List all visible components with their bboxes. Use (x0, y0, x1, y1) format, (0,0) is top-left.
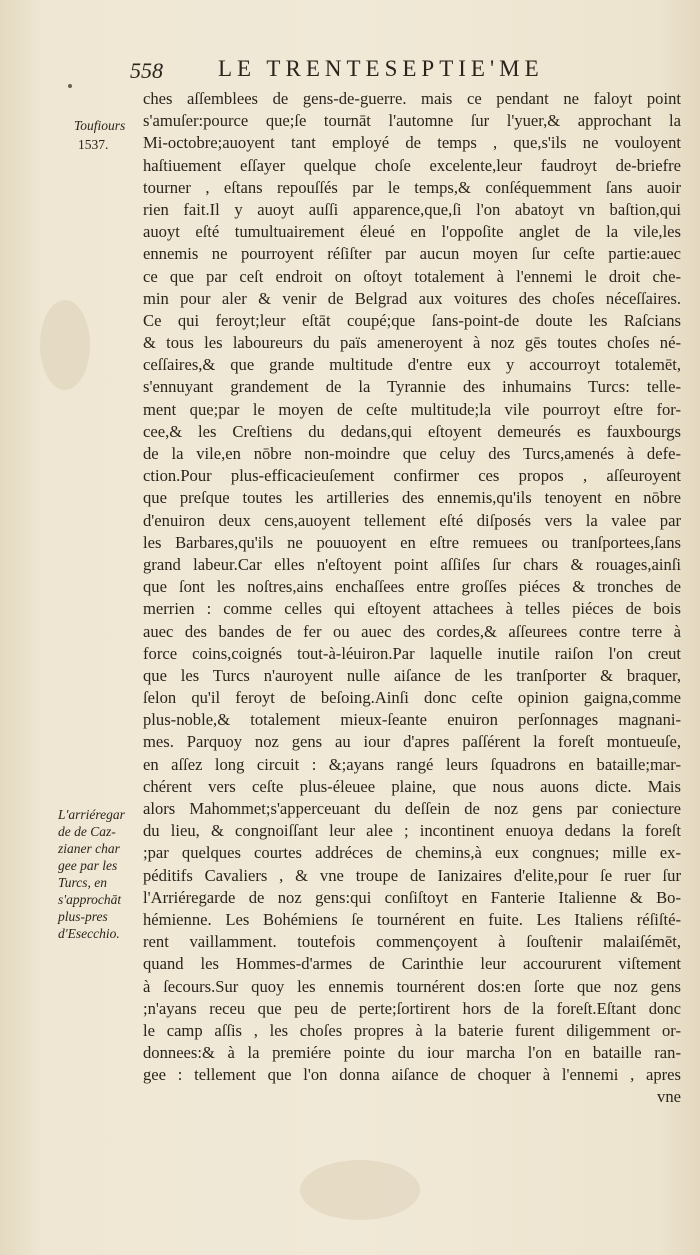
page-header (0, 56, 700, 86)
text-line: auoyt eſté tumultuairement éleué en l'oppoſite anglet de la vile,les (143, 222, 681, 242)
margin-note-line: L'arriéregar (58, 807, 125, 822)
text-line: quand les Hommes-d'armes de Carinthie leur accoururent viſtement (143, 954, 681, 974)
margin-note-toujours: Toufiours (74, 118, 126, 133)
text-line: à ſecours.Sur quoy les ennemis tournérent dos:en ſorte que noz gens (143, 976, 681, 996)
running-head: LE TRENTESEPTIE'ME (218, 56, 544, 81)
margin-note-line: Turcs, en (58, 875, 108, 890)
margin-note-line: d'Esecchio. (58, 926, 120, 941)
text-line: merrien : comme celles qui eſtoyent attachees à telles piéces de bois (143, 599, 681, 619)
text-line: que ſont les noſtres,ains enchaſſees entre groſſes piéces & tronches de (143, 577, 681, 597)
text-line: grand labeur.Car elles n'eſtoyent point aſſiſes ſur chars & rouages,ainſi (143, 554, 681, 574)
text-line: s'amuſer:pource que;ſe tournāt l'automne ſur l'yuer,& approchant la (143, 111, 681, 131)
catchword: vne (657, 1087, 681, 1107)
text-line: que les Turcs n'auroyent nulle aiſance de les tranſporter & braquer, (143, 665, 681, 685)
margin-note-arriere-garde (58, 806, 140, 942)
text-line: que preſque toutes les artilleries des ennemis,qu'ils tenoyent en nōbre (143, 488, 681, 508)
text-line: hémienne. Les Bohémiens ſe tournérent en fuite. Les Italiens réſiſté- (143, 909, 681, 929)
text-line: force coins,coignés tout-à-léuiron.Par laquelle inutile raiſon l'on creut (143, 643, 681, 663)
text-line: les Barbares,qu'ils ne pouuoyent en eſtre remuees ou tranſportees,ſans (143, 532, 681, 552)
marginal-mark (68, 84, 72, 88)
body-text (143, 88, 681, 1109)
text-line: ſelon qu'il feroyt de beſoing.Ainſi donc ceſte opinion gaigna,comme (143, 688, 681, 708)
margin-note-line: plus-pres (58, 909, 108, 924)
text-line: Ce qui feroyt;leur eſtāt coupé;que ſans-point-de doute les Raſcians (143, 310, 681, 330)
text-line: ce que par ceſt endroit on oſtoyt totalement à l'ennemi le droit che- (143, 266, 681, 286)
text-line: ;par quelques courtes addréces de chemins,à eux congnues; mille ex- (143, 843, 681, 863)
text-line: le camp aſſis , les choſes propres à la baterie furent diligemment or- (143, 1020, 681, 1040)
text-line: & tous les laboureurs du païs ameneroyent à noz gēs toutes choſes né- (143, 333, 681, 353)
text-line: d'enuiron deux cens,auoyent tellement eſté diſposés vers la valee par (143, 510, 681, 530)
text-line: ment que;par le moyen de ceſte multitude;la vile pourroyt eſtre for- (143, 399, 681, 419)
text-line: auec des bandes de fer ou auec des cordes,& aſſeurees contre terre à (143, 621, 681, 641)
text-line: plus-noble,& totalement mieux-ſeante enuiron perſonnages magnani- (143, 710, 681, 730)
text-line: ennemis ne pourroyent réſiſter par aucun moyen ſur ceſte partie:auec (143, 244, 681, 264)
text-line: haſtiuement eſſayer quelque choſe excelente,leur faudroyt de-briefre (143, 155, 681, 175)
text-line: péditifs Cavaliers , & vne troupe de Ianizaires d'elite,pour ſe ruer ſur (143, 865, 681, 885)
text-line: de la vile,en nōbre non-moindre que celuy des Turcs,amenés à defe- (143, 444, 681, 463)
text-line: min pour aler & venir de Belgrad aux voitures des choſes néceſſaires. (143, 288, 681, 308)
text-line: ;n'ayans receu que peu de perte;ſortirent hors de la foreſt.Eſtant donc (143, 998, 681, 1018)
text-line: ches aſſemblees de gens-de-guerre. mais ce pendant ne faloyt point (143, 89, 681, 108)
text-line: gee : tellement que l'on donna aiſance de choquer à l'ennemi , apres (143, 1065, 681, 1085)
margin-note-line: zianer char (58, 841, 120, 856)
text-line: alors Mahommet;s'apperceuant du deſſein de noz gens par coniecture (143, 799, 681, 818)
text-line: ceſſaires,& que grande multitude d'entre eux y accourroyt totalemēt, (143, 355, 681, 375)
text-line: donnees:& à la premiére pointe du iour marcha l'on en bataille ran- (143, 1043, 681, 1063)
text-line: mes. Parquoy noz gens au iour d'apres paſſérent la foreſt montueuſe, (143, 732, 681, 752)
margin-note-line: gee par les (58, 858, 118, 873)
page-number: 558 (130, 58, 163, 83)
text-line: tourner , eſtans repouſſés par le temps,& conſéquemment ſans auoir (143, 177, 681, 197)
text-line: du lieu, & congnoiſſant leur alee ; incontinent enuoya dedans la foreſt (143, 821, 681, 841)
margin-note-year: 1537. (78, 137, 109, 152)
text-line: en aſſez long circuit : &;ayans rangé leurs ſquadrons en bataille;mar- (143, 754, 681, 774)
margin-note-line: s'approchāt (58, 892, 122, 907)
text-line: cee,& les Creſtiens du dedans,qui eſtoyent demeurés es fauxbourgs (143, 421, 681, 441)
text-line: ction.Pour plus-efficacieuſement confirmer ces propos , aſſeuroyent (143, 466, 681, 486)
text-line: l'Arriéregarde de noz gens:qui conſiſtoyt en Fanterie Italienne & Bo- (143, 887, 681, 907)
text-line: rien fait.Il y auoyt auſſi apparence,que,ſi l'on abatoyt vn baſtion,qui (143, 199, 681, 219)
text-line: chérent vers ceſte plus-éleuee plaine, que nous auons dicte. Mais (143, 776, 681, 796)
margin-note-line: de de Caz- (58, 824, 116, 839)
text-line: s'ennuyant grandement de la Tyrannie des inhumains Turcs: telle- (143, 377, 681, 397)
text-line: Mi-octobre;auoyent tant employé de temps , que,s'ils ne vouloyent (143, 133, 681, 153)
text-line: rent vaillamment. toutefois commençoyent à ſouſtenir malaiſémēt, (143, 932, 681, 952)
